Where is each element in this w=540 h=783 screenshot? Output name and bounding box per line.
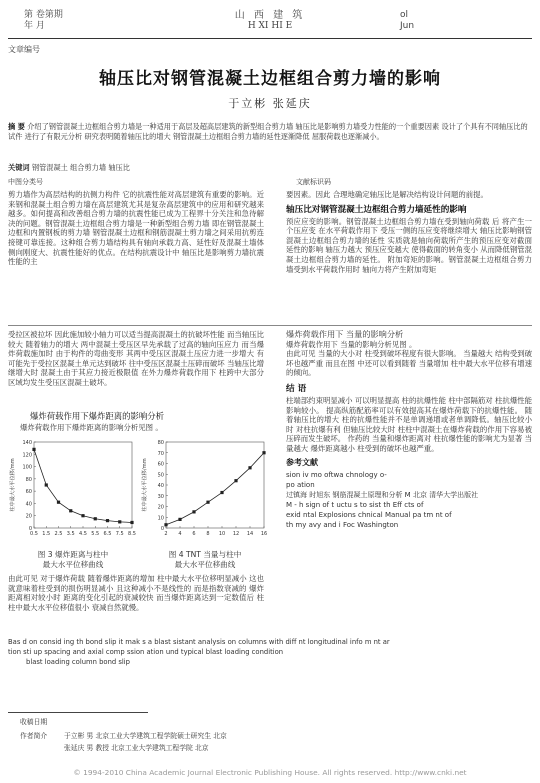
fig4-x-tick-label: 16 [260,531,268,537]
author-bio-label: 作者简介 [20,732,48,740]
fig4-y-tick-label: 70 [157,450,164,457]
fig4-data-point [206,501,209,504]
fig4-y-tick-label: 20 [157,504,164,511]
fig3-x-tick-label: 4.5 [79,531,87,537]
fig4-plot-frame [166,442,264,528]
section2-title: 爆炸荷载作用下爆炸距离的影响分析 [30,411,164,421]
fig4-y-tick-label: 60 [157,461,164,468]
article-authors: 于立彬 张延庆 [228,97,312,110]
section3-title: 结 语 [286,383,307,394]
fig3-y-tick-label: 140 [22,440,32,446]
fig3-x-tick-label: 7.5 [115,531,124,537]
fig4-data-point [262,451,265,454]
fig3-y-axis-label: 柱中最大水平位移/mm [10,458,16,512]
fig4-y-tick-label: 80 [157,440,164,446]
fig3-y-tick-label: 20 [25,513,32,520]
fig3-data-point [118,520,121,523]
fig4-y-tick-label: 50 [157,472,164,479]
header-divider [8,38,532,39]
fig3-x-tick-label: 5.5 [91,531,100,537]
author-bio-1: 于立彬 男 北京工业大学建筑工程学院硕士研究生 北京 [64,732,227,740]
abstract-label: 摘 要 [8,122,25,131]
fig4-x-tick-label: 6 [192,531,196,537]
document-id: 文献标识码 [296,178,331,186]
fig3-x-tick-label: 1.5 [42,531,51,537]
left-column-intro: 剪力墙作为高层结构的抗侧力构件 它的抗震性能对高层建筑有重要的影响。近来钢和混凝土组合剪力墙在高层建筑尤其是复杂高层建筑中的应用和研究越来越多。如何提高和改善组合剪力墙的抗震性能已成为工程界十分关注和急待解决的问题。钢管混凝土边框组合剪力墙是一种新型组合剪力墙 即在钢管混凝土边框和内置钢板的剪力墙 钢管混凝土边框和钢筋混凝土剪力墙之间采用抗剪连接键可靠连接。这种组合剪力墙结构具有轴向承载力高、延性好及混凝土墙体侧向刚度大、抗震性能好的优点。在结构抗震设计中 轴压比是影响剪力墙抗震性能的主 [8,190,264,267]
figure4-caption-line2: 最大水平位移曲线 [174,560,236,569]
figure3-chart [8,436,138,546]
fig4-x-tick-label: 8 [206,531,210,537]
fig3-y-tick-label: 40 [25,501,32,508]
fig4-x-tick-label: 2 [164,531,168,537]
header-volume-en [400,10,414,32]
header-journal-name [200,10,340,32]
english-keywords: blast loading column bond slip [26,658,131,666]
fig3-data-point [57,501,60,504]
header-vol: ol [400,10,409,20]
fig4-data-point [164,523,167,526]
fig4-y-axis-label: 柱中最大水平位移/mm [142,458,148,512]
fig3-x-tick-label: 3.5 [66,531,75,537]
classification-number: 中图分类号 [8,178,43,186]
footnote-divider [8,712,148,713]
fig3-y-tick-label: 60 [25,489,32,496]
references-title: 参考文献 [286,457,318,467]
fig4-data-point [234,479,237,482]
left-column-body: 受拉区被拉坏 因此施加较小轴力可以适当提高混凝土的抗破坏性能 而当轴压比较大 随着轴力的增大 两中混凝土受压区早先承载了过高的轴向压应力 而当爆炸荷载施加时 由于构件的弯曲变形 其两中受压区混凝土压应力进一步增大 有可能先于受拉区混凝土单元达到破坏 往中受压区混凝土压碎而破坏 当轴压比增继增大时 混凝土由于其应力接近极限值 在外力爆炸荷载作用下 柱跨中大部分区域均发生受压区混凝土破坏。 [8,330,264,387]
fig4-data-point [178,518,181,521]
fig4-data-point [248,466,251,469]
figure3-caption-line1: 图 3 爆炸距离与柱中 [37,550,109,559]
figure3-caption [8,550,138,570]
fig4-data-point [220,491,223,494]
keywords-text: 钢管混凝土 组合剪力墙 轴压比 [31,163,130,172]
fig3-data-point [106,519,109,522]
left-column-tail: 由此可见 对于爆炸荷载 随着爆炸距离的增加 柱中最大水平位移明显减小 这也就意味着柱受到的损伤明显减小 且这种减小不是线性的 而是指数衰减的 爆炸距离相对较小时 距离的变化引起的衰减较快 而当爆炸距离达到一定数值后 柱柱中最大水平位移值很小 衰减自然就慢。 [8,574,264,612]
reference-line: 过镇海 时旭东 钢筋混凝土原理和分析 M 北京 清华大学出版社 [286,490,479,499]
fig3-x-tick-label: 6.5 [103,531,112,537]
right-column-lower [286,330,532,530]
keywords [8,163,528,173]
right-column-intro: 要因素。因此 合理地确定轴压比是解决结构设计问题的前提。 [286,190,488,199]
english-abstract-line1: Bas d on consid ing th bond slip it mak s a blast sistant analysis on columns with diff nt longitudinal info m nt ar [8,638,390,646]
figure4-caption-line1: 图 4 TNT 当量与柱中 [168,550,242,559]
header-month: Jun [400,21,415,31]
abstract [8,122,528,142]
english-abstract-line2: tion sti up spacing and axial comp ssion ation und typical blast loading condition [8,648,284,656]
received-date: 收稿日期 [20,718,48,726]
copyright-notice: © 1994-2010 China Academic Journal Electronic Publishing House. All rights reserved. http://www.cnki.net [73,768,467,777]
header-volume: 第 卷第期 [24,10,63,20]
fig4-data-point [192,510,195,513]
journal-header [0,6,540,38]
reference-line: th my avy and i Foc Washington [286,520,399,529]
fig3-data-point [45,483,48,486]
fig4-y-tick-label: 0 [160,526,164,532]
reference-line: exid ntal Explosions chnical Manual pa tm nt of [286,510,452,519]
right-section-line: 爆炸荷载作用下 当量的影响分析见图 。 [286,339,417,349]
header-date: 年 月 [24,21,45,31]
fig4-x-tick-label: 4 [178,531,182,537]
fig4-series-line [166,453,264,525]
figure3-caption-line2: 最大水平位移曲线 [42,560,104,569]
section1-text: 预应应变的影响。钢管混凝土边框组合剪力墙在受到轴向荷载 后 将产生一个压应变 在水平荷载作用下 受压一侧的压应变将继续增大 轴压比影响钢管混凝土边框组合剪力墙的延性 实质就是轴向荷载所产生的预压应变对截面延性的影响 轴压力越大 预压应变越大 使得截面的转角变小 从而降低钢管混凝土边框组合剪力墙的延性。 附加弯矩的影响。钢管混凝土边框组合剪力墙受到水平荷载作用时 轴向力将产生附加弯矩 [286,216,532,274]
fig4-y-tick-label: 10 [157,515,164,522]
page-split-divider [8,325,532,326]
section1-title: 轴压比对钢管混凝土边框组合剪力墙延性的影响 [286,204,467,215]
fig3-y-tick-label: 120 [22,452,32,459]
right-section-title: 爆炸荷载作用下 当量的影响分析 [286,329,404,339]
right-column-upper [286,190,532,320]
fig3-data-point [32,448,35,451]
figure4-chart [140,436,270,546]
right-section-text: 由此可见 当量的大小对 柱受到破坏程度有很大影响。 当量越大 结构受到破坏也越严重 而且在图 中还可以看到随着 当量增加 柱中最大水平位移有增速的倾向。 [286,349,532,378]
fig3-y-tick-label: 0 [28,526,32,532]
fig4-x-tick-label: 10 [218,531,226,537]
header-issue-info [24,10,63,32]
fig3-y-tick-label: 80 [25,476,32,483]
keywords-label: 关键词 [8,163,30,172]
abstract-text: 介绍了钢管混凝土边框组合剪力墙是一种适用于高层及超高层建筑的新型组合剪力墙 轴压比是影响剪力墙受力性能的一个重要因素 设计了个具有不同轴压比的试件 进行了有限元分析 研究表明随着轴压比的增大 钢管混凝土边框组合剪力墙的延性逐渐降低 屈服荷载也逐渐减小。 [8,122,528,141]
reference-line: M - h sign of t uctu s to sist th Eff cts of [286,500,424,509]
fig3-x-tick-label: 2.5 [54,531,63,537]
article-number: 文章编号 [8,45,40,54]
fig4-y-tick-label: 40 [157,483,164,489]
fig3-data-point [130,521,133,524]
fig4-x-tick-label: 12 [232,531,240,537]
fig4-y-tick-label: 30 [157,493,164,500]
fig3-series-line [34,449,132,522]
section3-text: 柱端部约束明显减小 可以明显提高 柱的抗爆性能 柱中部隔筋对 柱抗爆性能影响较小。 提高纵筋配筋率可以有效提高其在爆炸荷载下的抗爆性能。 随着轴压比的增大 柱的抗爆性能并不是单调递增或者单调降低。轴压比较小时 对柱抗爆有利 但轴压比较大时 柱柱中混凝土在爆炸荷载的作用下容易被压碎而发生破坏。 作药的 当量和爆炸距离对 柱抗爆性能的影响尤为显著 当量越大 爆炸距离越小 柱受到的破坏也越严重。 [286,395,532,453]
fig3-x-tick-label: 8.5 [128,531,136,537]
fig4-x-tick-label: 14 [246,531,254,537]
fig3-data-point [81,514,84,517]
english-abstract [8,637,532,667]
section2-text: 爆炸荷载作用下爆炸距离的影响分析见图 。 [20,423,163,432]
fig3-y-tick-label: 100 [22,464,32,471]
author-bio-2: 张延庆 男 教授 北京工业大学建筑工程学院 北京 [64,744,209,752]
figure4-caption [140,550,270,570]
journal-name-en: H XI HI E [247,21,293,31]
article-title: 轴压比对钢管混凝土边框组合剪力墙的影响 [99,69,441,89]
journal-name-cn: 山 西 建 筑 [234,10,306,21]
fig3-data-point [94,517,97,520]
fig3-data-point [69,509,72,512]
reference-line: po ation [286,480,315,489]
reference-line: sion iv mo oftwa chnology o- [286,470,387,479]
fig3-x-tick-label: 0.5 [30,531,38,537]
references-list [286,470,532,530]
